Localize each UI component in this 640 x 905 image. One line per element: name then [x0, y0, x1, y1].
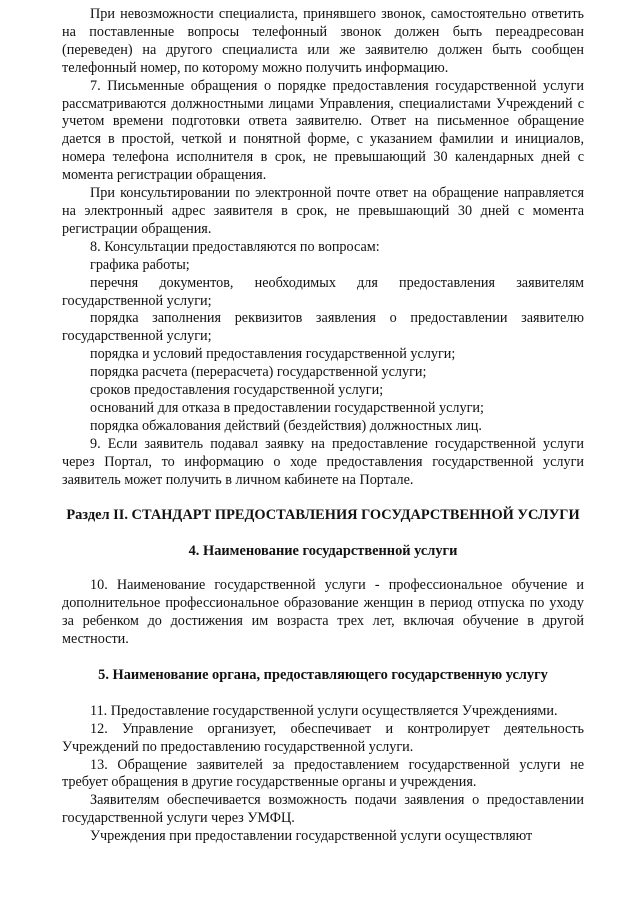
consult-item-refusal-grounds: оснований для отказа в предоставлении государственной услуги; — [90, 399, 484, 416]
consult-item-terms: сроков предоставления государственной услуги; — [90, 382, 384, 399]
heading-4-service-name: 4. Наименование государственной услуги — [188, 543, 458, 560]
paragraph-11: 11. Предоставление государственной услуги осуществляется Учреждениями. — [90, 702, 558, 719]
paragraph-9-portal: 9. Если заявитель подавал заявку на предоставление государственной услуги через Портал, то информацию о ходе предоставления государственной услуги заявитель может получить в личном кабинете на Портале. — [62, 435, 584, 488]
section-title: Раздел II. СТАНДАРТ ПРЕДОСТАВЛЕНИЯ ГОСУДАРСТВЕННОЙ УСЛУГИ — [66, 507, 580, 524]
heading-5-providing-body: 5. Наименование органа, предоставляющего государственную услугу — [98, 666, 548, 683]
consult-item-calculation: порядка расчета (перерасчета) государственной услуги; — [90, 364, 427, 381]
paragraph-redirect-call: При невозможности специалиста, принявшего звонок, самостоятельно ответить на поставленные вопросы телефонный звонок должен быть переадресован (переведен) на другого специалиста или же заявителю должен быть сообщен телефонный номер, по которому можно получить информацию. — [62, 6, 584, 76]
paragraph-8-consultations: 8. Консультации предоставляются по вопросам: — [90, 238, 380, 255]
paragraph-7-written-requests: 7. Письменные обращения о порядке предоставления государственной услуги рассматриваются должностными лицами Управления, специалистами Учреждений с учетом времени подготовки ответа заявителю. Ответ на письменное обращение дается в простой, четкой и понятной форме, с указанием фамилии и инициалов, номера телефона исполнителя в срок, не превышающий 30 календарных дней с момента регистрации обращения. — [62, 77, 584, 184]
paragraph-email-consulting: При консультировании по электронной почте ответ на обращение направляется на электронный адрес заявителя в срок, не превышающий 30 дней с момента регистрации обращения. — [62, 185, 584, 237]
paragraph-12: 12. Управление организует, обеспечивает и контролирует деятельность Учреждений по предоставлению государственной услуги. — [62, 720, 584, 755]
consult-item-documents: перечня документов, необходимых для предоставления заявителям государственной услуги; — [62, 274, 584, 309]
consult-item-schedule: графика работы; — [90, 256, 190, 273]
consult-item-appeal: порядка обжалования действий (бездействия) должностных лиц. — [90, 417, 482, 434]
paragraph-13: 13. Обращение заявителей за предоставлением государственной услуги не требует обращения в другие государственные органы и учреждения. — [62, 756, 584, 791]
paragraph-umfc: Заявителям обеспечивается возможность подачи заявления о предоставлении государственной услуги через УМФЦ. — [62, 792, 584, 827]
consult-item-form-filling: порядка заполнения реквизитов заявления о предоставлении заявителю государственной услуги; — [62, 310, 584, 345]
paragraph-institutions: Учреждения при предоставлении государственной услуги осуществляют — [90, 828, 533, 845]
consult-item-conditions: порядка и условий предоставления государственной услуги; — [90, 346, 456, 363]
paragraph-10-service-name: 10. Наименование государственной услуги - профессиональное обучение и дополнительное профессиональное образование женщин в период отпуска по уходу за ребенком до достижения им возраста трех лет, включая обучение в другой местности. — [62, 577, 584, 647]
